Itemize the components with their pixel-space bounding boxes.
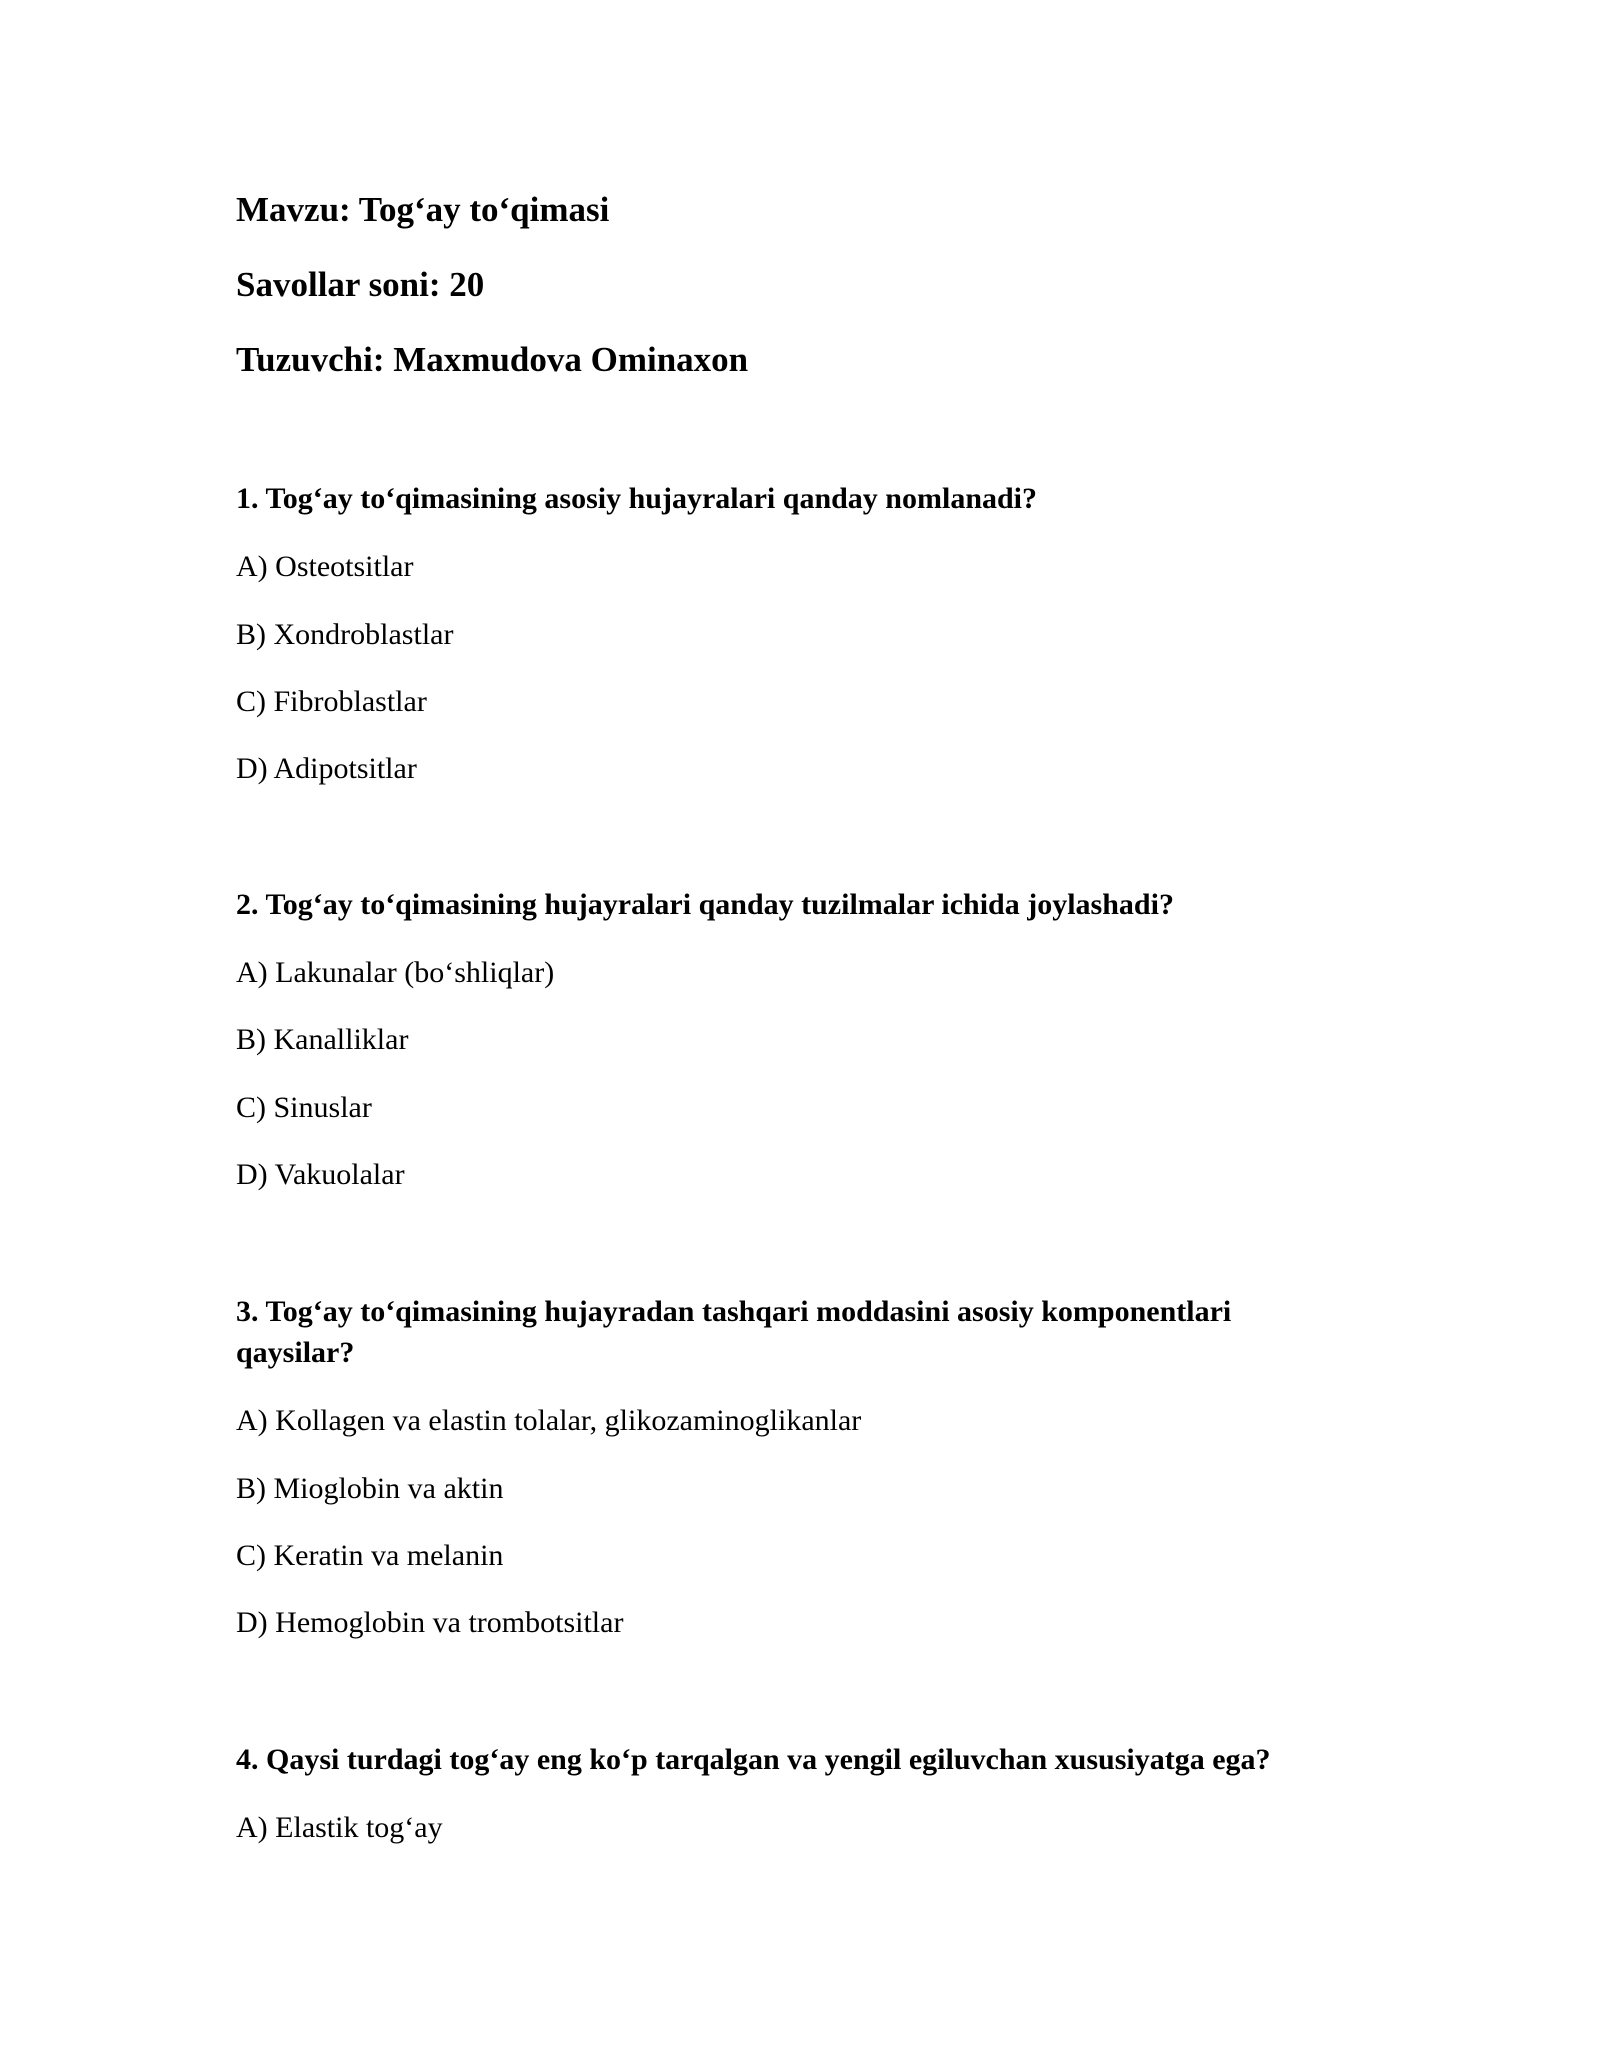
question-count-heading: Savollar soni: 20 xyxy=(236,265,485,304)
question-4-option-a: A) Elastik tog‘ay xyxy=(236,1811,443,1844)
question-2-option-b: B) Kanalliklar xyxy=(236,1023,409,1056)
question-1-option-c: C) Fibroblastlar xyxy=(236,685,427,718)
question-1-option-b: B) Xondroblastlar xyxy=(236,618,454,651)
question-4-text: 4. Qaysi turdagi tog‘ay eng ko‘p tarqalgan va yengil egiluvchan xususiyatga ega? xyxy=(236,1743,1271,1776)
question-3-option-c: C) Keratin va melanin xyxy=(236,1539,504,1572)
question-2-option-c: C) Sinuslar xyxy=(236,1091,372,1124)
question-2-option-a: A) Lakunalar (bo‘shliqlar) xyxy=(236,956,555,989)
question-3-text-line-2: qaysilar? xyxy=(236,1336,355,1369)
question-1-text: 1. Tog‘ay to‘qimasining asosiy hujayralari qanday nomlanadi? xyxy=(236,482,1038,515)
author-heading: Tuzuvchi: Maxmudova Ominaxon xyxy=(236,340,749,379)
question-2-text: 2. Tog‘ay to‘qimasining hujayralari qanday tuzilmalar ichida joylashadi? xyxy=(236,888,1174,921)
question-3-text-line-1: 3. Tog‘ay to‘qimasining hujayradan tashqari moddasini asosiy komponentlari xyxy=(236,1295,1232,1328)
question-1-option-d: D) Adipotsitlar xyxy=(236,752,417,785)
question-3-option-b: B) Mioglobin va aktin xyxy=(236,1472,504,1505)
topic-heading: Mavzu: Tog‘ay to‘qimasi xyxy=(236,190,610,229)
question-3-option-a: A) Kollagen va elastin tolalar, glikozaminoglikanlar xyxy=(236,1404,862,1437)
question-2-option-d: D) Vakuolalar xyxy=(236,1158,405,1191)
question-3-option-d: D) Hemoglobin va trombotsitlar xyxy=(236,1606,624,1639)
question-1-option-a: A) Osteotsitlar xyxy=(236,550,414,583)
